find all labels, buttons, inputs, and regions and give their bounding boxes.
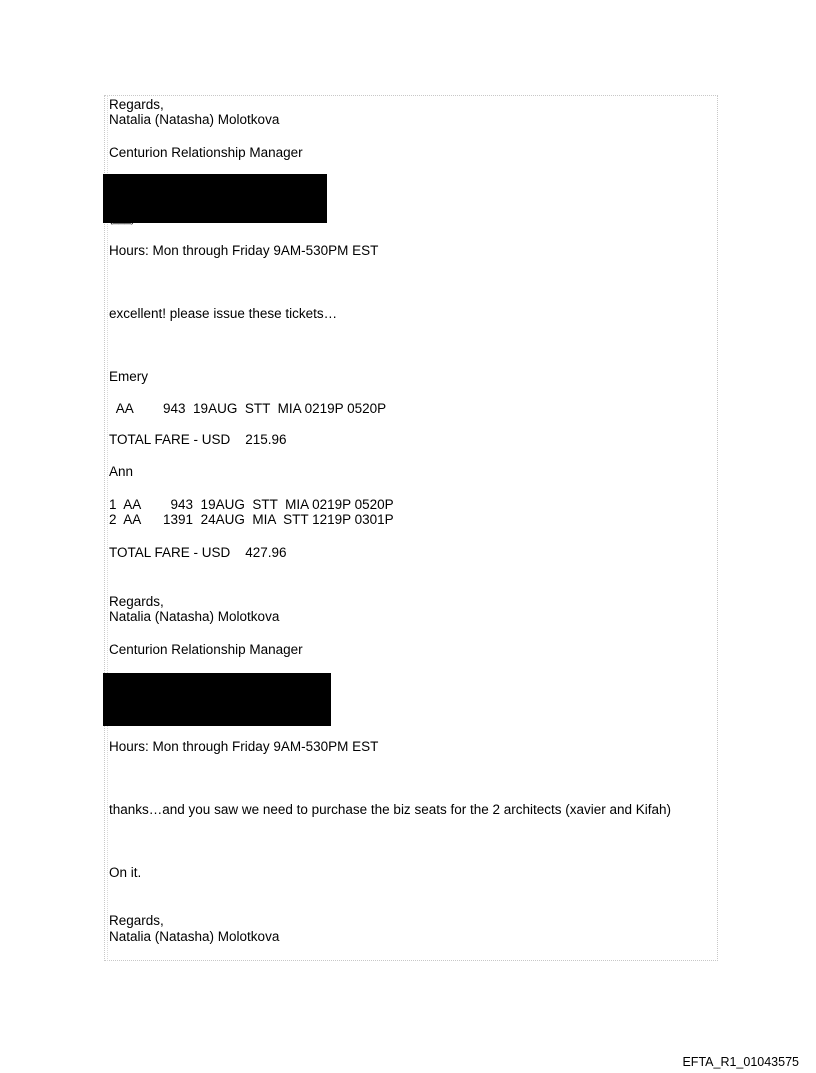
- ann-flight-2: 2 AA 1391 24AUG MIA STT 1219P 0301P: [109, 512, 394, 527]
- emery-fare: TOTAL FARE - USD 215.96: [109, 432, 287, 447]
- sig2-hours: Hours: Mon through Friday 9AM-530PM EST: [109, 739, 379, 754]
- quote-rule: [107, 95, 108, 961]
- message-thanks: thanks…and you saw we need to purchase the biz seats for the 2 architects (xavier and Kifah): [109, 802, 672, 817]
- sig2-regards: Regards,: [109, 594, 164, 609]
- document-id: EFTA_R1_01043575: [682, 1055, 799, 1069]
- sig1-regards: Regards,: [109, 97, 164, 112]
- passenger-emery: Emery: [109, 369, 149, 384]
- ann-fare: TOTAL FARE - USD 427.96: [109, 545, 287, 560]
- passenger-ann: Ann: [109, 464, 134, 479]
- sig3-name: Natalia (Natasha) Molotkova: [109, 929, 280, 944]
- sig1-name: Natalia (Natasha) Molotkova: [109, 112, 280, 127]
- ann-flight-1: 1 AA 943 19AUG STT MIA 0219P 0520P: [109, 497, 394, 512]
- message-excellent: excellent! please issue these tickets…: [109, 306, 338, 321]
- sig3-regards: Regards,: [109, 913, 164, 928]
- redaction-box-2: [103, 673, 331, 726]
- sig2-title: Centurion Relationship Manager: [109, 642, 303, 657]
- sig1-hours: Hours: Mon through Friday 9AM-530PM EST: [109, 243, 379, 258]
- email-thread-frame: [104, 95, 718, 961]
- redaction-box-1: [103, 174, 327, 223]
- emery-flight: AA 943 19AUG STT MIA 0219P 0520P: [109, 401, 387, 416]
- message-on-it: On it.: [109, 865, 142, 880]
- sig2-name: Natalia (Natasha) Molotkova: [109, 609, 280, 624]
- sig1-title: Centurion Relationship Manager: [109, 145, 303, 160]
